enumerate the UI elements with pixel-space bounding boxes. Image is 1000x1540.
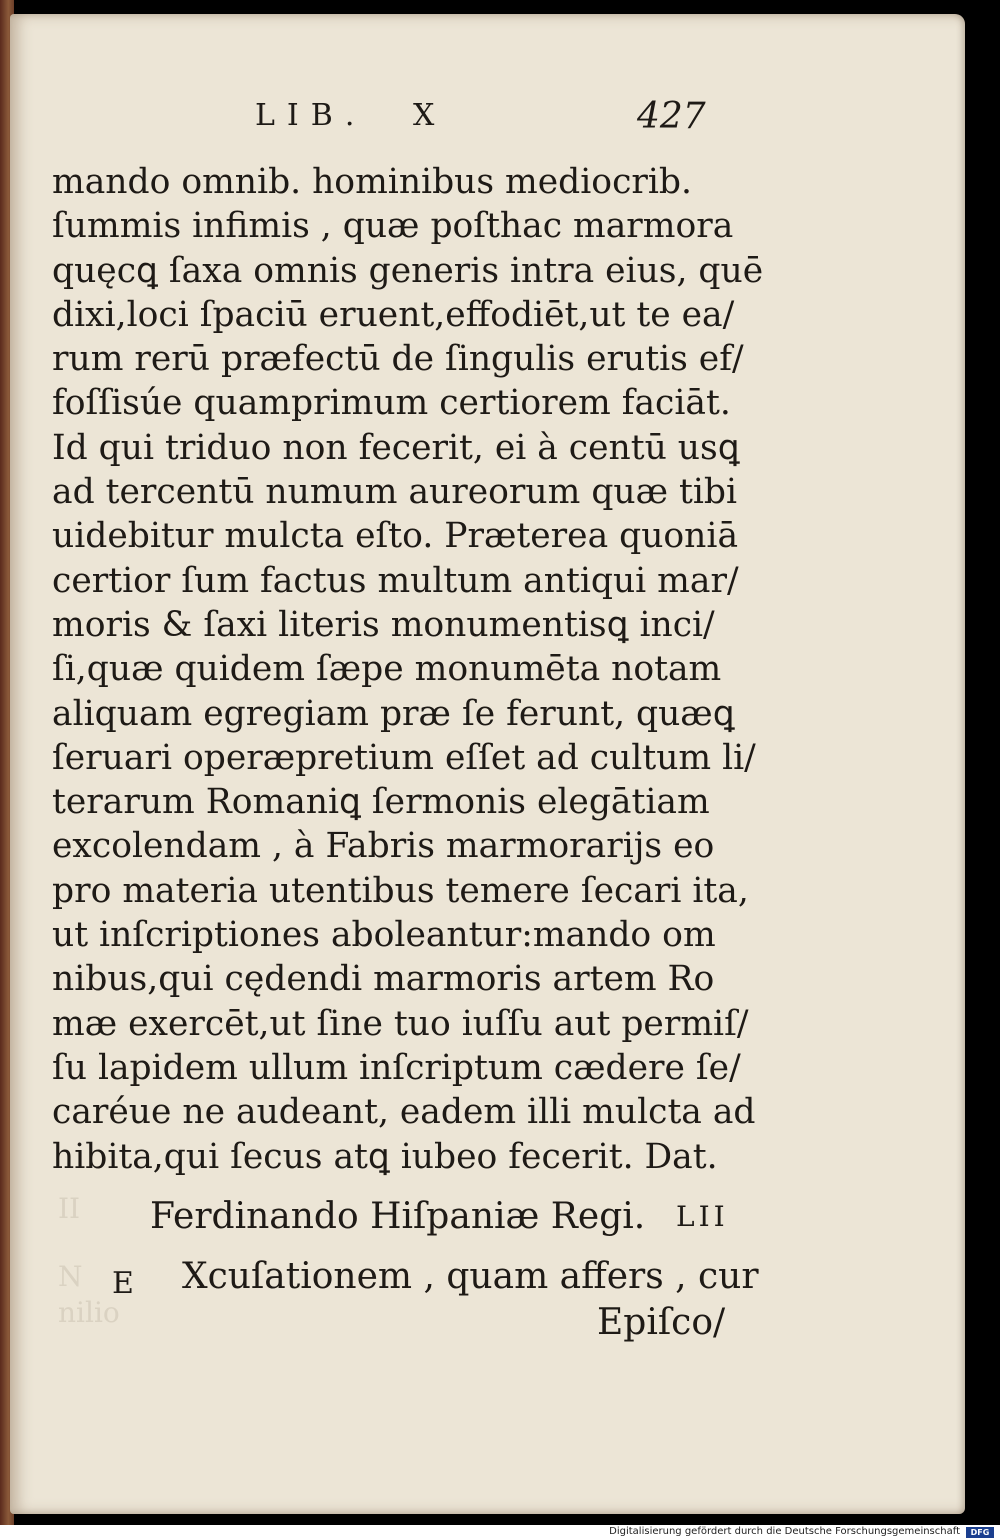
show-through-text: nilio — [58, 1296, 120, 1329]
show-through-text: II — [58, 1192, 81, 1225]
text-line: rum rerū præfectū de ſingulis erutis ef/ — [52, 339, 744, 380]
text-line: pro materia utentibus temere ſecari ita, — [52, 870, 749, 911]
text-line: Id qui triduo non fecerit, ei à centū usꝗ — [52, 427, 740, 468]
text-line: foſſisúe quamprimum certiorem faciāt. — [52, 383, 731, 424]
text-line: ad tercentū numum aureorum quæ tibi — [52, 472, 738, 513]
text-line: ſi,quæ quidem ſæpe monumēta notam — [52, 649, 722, 690]
running-head — [255, 98, 715, 138]
text-line: caréue ne audeant, eadem illi mulcta ad — [52, 1092, 756, 1133]
text-line: aliquam egregiam præ ſe ferunt, quæꝗ — [52, 693, 735, 734]
dfg-logo: DFG — [966, 1527, 994, 1538]
text-line: nibus,qui cędendi marmoris artem Ro — [52, 959, 715, 1000]
text-line: mando omnib. hominibus mediocrib. — [52, 162, 692, 202]
text-line: ſeruari operæpretium eſſet ad cultum li/ — [52, 737, 756, 778]
body-text — [52, 160, 764, 1179]
catchword: Epiſco/ — [597, 1302, 726, 1343]
text-line: dixi,loci ſpaciū eruent,effodiēt,ut te ea/ — [52, 294, 735, 335]
text-line: terarum Romaniꝗ ſermonis elegātiam — [52, 782, 710, 823]
running-head-lib: LIB. — [255, 98, 367, 133]
page-number: 427 — [637, 96, 706, 137]
text-line: ut inſcriptiones aboleantur:mando om — [52, 915, 716, 956]
text-line: quęcꝗ ſaxa omnis generis intra eius, quē — [52, 250, 764, 291]
initial-letter: E — [112, 1266, 134, 1301]
text-line: excolendam , à Fabris marmorarijs eo — [52, 826, 715, 867]
text-line: certior ſum factus multum antiqui mar/ — [52, 560, 739, 601]
text-line: ſu lapidem ullum inſcriptum cædere ſe/ — [52, 1047, 741, 1088]
funding-credit: Digitalisierung gefördert durch die Deutsche Forschungsgemeinschaft — [609, 1526, 960, 1537]
text-line: hibita,qui ſecus atꝗ iubeo fecerit. Dat. — [52, 1136, 718, 1177]
text-line: moris & ſaxi literis monumentisꝗ inci/ — [52, 604, 715, 645]
running-head-book-number: X — [413, 98, 435, 133]
text-line: mæ exercēt,ut ſine tuo iuſſu aut permiſ/ — [52, 1003, 749, 1044]
letter-number: LII — [676, 1200, 729, 1233]
letter-heading: Ferdinando Hiſpaniæ Regi. — [150, 1196, 646, 1237]
text-line: ſummis infimis , quæ poſthac marmora — [52, 206, 734, 247]
text-line: uidebitur mulcta eſto. Præterea quoniā — [52, 516, 739, 557]
show-through-text: N — [58, 1260, 83, 1293]
letter-first-line: Xcuſationem , quam affers , cur — [182, 1256, 759, 1297]
